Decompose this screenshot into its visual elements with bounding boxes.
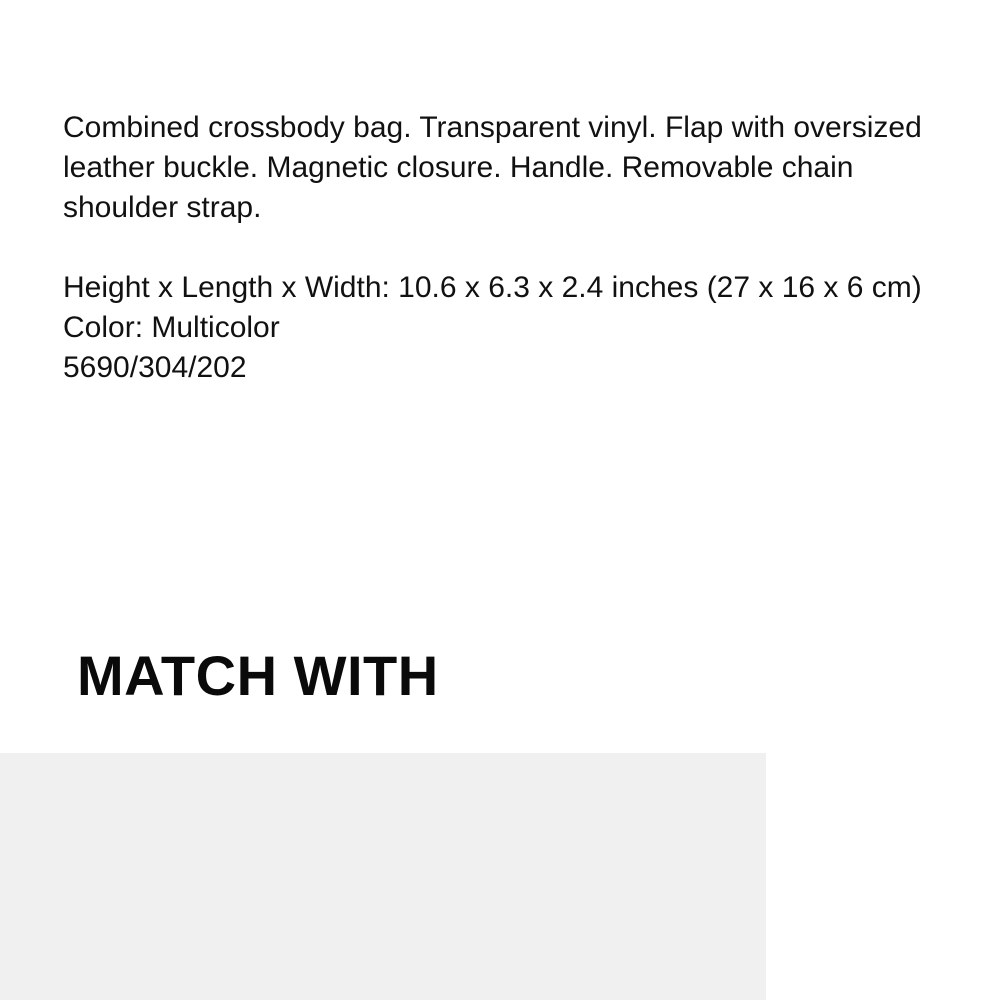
product-reference: 5690/304/202 <box>63 351 247 384</box>
match-product-card[interactable] <box>0 753 766 1000</box>
product-specs <box>63 268 943 388</box>
match-with-title: MATCH WITH <box>77 644 439 707</box>
product-description: Combined crossbody bag. Transparent vinyl. Flap with oversized leather buckle. Magnetic closure. Handle. Removable chain shoulder strap. <box>63 111 922 224</box>
product-color: Color: Multicolor <box>63 311 280 344</box>
product-dimensions: Height x Length x Width: 10.6 x 6.3 x 2.4 inches (27 x 16 x 6 cm) <box>63 271 922 304</box>
